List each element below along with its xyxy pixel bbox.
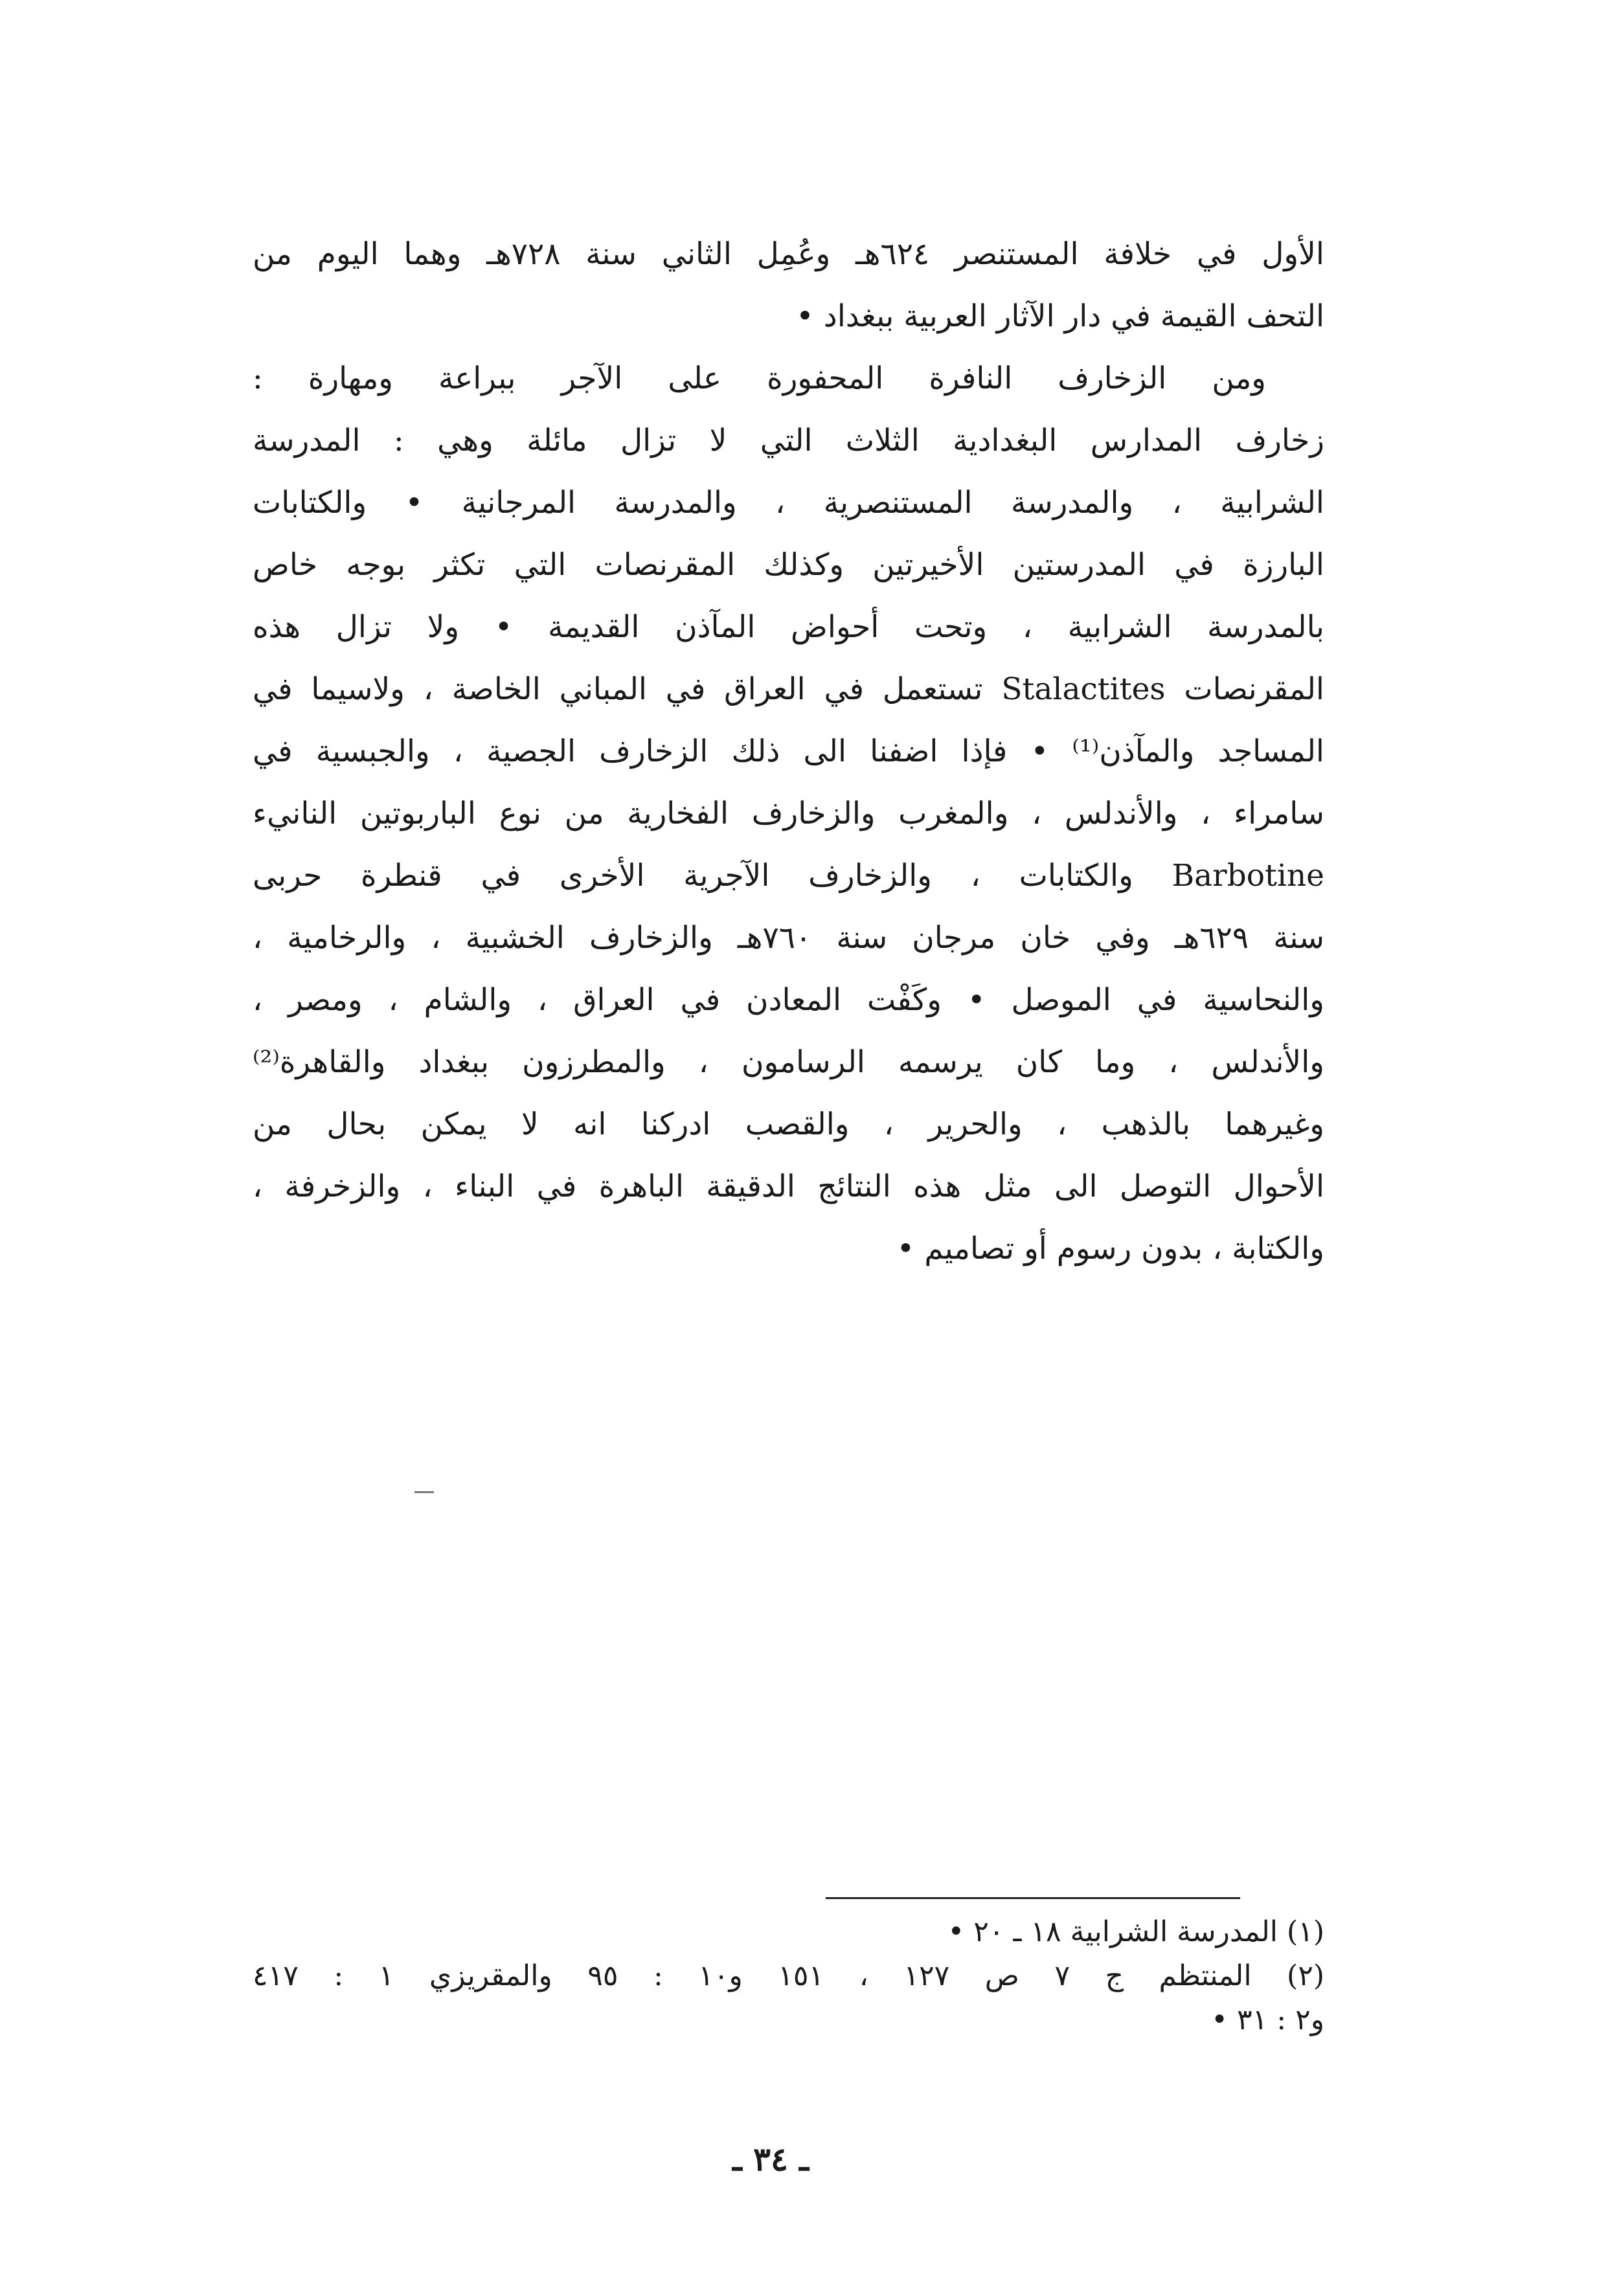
footnote-line: و٢ : ٣١ • xyxy=(1211,2003,1324,2036)
body-line: المقرنصات Stalactites تستعمل في العراق في المباني الخاصة ، ولاسيما في xyxy=(253,671,1324,707)
body-line: الشرابية ، والمدرسة المستنصرية ، والمدرسة المرجانية • والكتابات xyxy=(253,485,1324,521)
body-line: المساجد والمآذن⁽¹⁾ • فإذا اضفنا الى ذلك الزخارف الجصية ، والجبسية في xyxy=(253,734,1324,769)
body-line: زخارف المدارس البغدادية الثلاث التي لا تزال مائلة وهي : المدرسة xyxy=(253,423,1324,458)
body-line: سنة ٦٢٩هـ وفي خان مرجان سنة ٧٦٠هـ والزخارف الخشبية ، والرخامية ، xyxy=(253,920,1324,956)
body-line: والنحاسية في الموصل • وكَفْت المعادن في العراق ، والشام ، ومصر ، xyxy=(253,982,1324,1018)
body-line: الأحوال التوصل الى مثل هذه النتائج الدقيقة الباهرة في البناء ، والزخرفة ، xyxy=(253,1169,1324,1204)
body-line: والأندلس ، وما كان يرسمه الرسامون ، والمطرزون ببغداد والقاهرة⁽²⁾ xyxy=(253,1044,1324,1080)
body-line: البارزة في المدرستين الأخيرتين وكذلك المقرنصات التي تكثر بوجه خاص xyxy=(253,547,1324,583)
body-line: الأول في خلافة المستنصر ٦٢٤هـ وعُمِل الثاني سنة ٧٢٨هـ وهما اليوم من xyxy=(253,236,1324,272)
footnote-line: (١) المدرسة الشرابية ١٨ ـ ٢٠ • xyxy=(947,1915,1324,1948)
body-line: وغيرهما بالذهب ، والحرير ، والقصب ادركنا انه لا يمكن بحال من xyxy=(253,1107,1324,1142)
footnote-divider xyxy=(826,1897,1240,1899)
body-line: التحف القيمة في دار الآثار العربية ببغداد • xyxy=(796,298,1324,334)
footnotes xyxy=(253,1910,1324,2042)
footnote-line: (٢) المنتظم ج ٧ ص ١٢٧ ، ١٥١ و١٠ : ٩٥ والمقريزي ١ : ٤١٧ xyxy=(253,1959,1325,1992)
page-number: ـ ٣٤ ـ xyxy=(732,2140,809,2178)
body-line: بالمدرسة الشرابية ، وتحت أحواض المآذن القديمة • ولا تزال هذه xyxy=(253,609,1324,645)
body-text xyxy=(253,223,1324,1280)
body-line: والكتابة ، بدون رسوم أو تصاميم • xyxy=(896,1231,1324,1266)
body-line: سامراء ، والأندلس ، والمغرب والزخارف الفخارية من نوع الباربوتين النانيء xyxy=(253,796,1324,831)
body-line: Barbotine والكتابات ، والزخارف الآجرية الأخرى في قنطرة حربى xyxy=(253,858,1324,894)
scan-speck xyxy=(414,1491,434,1493)
body-line: ومن الزخارف النافرة المحفورة على الآجر ببراعة ومهارة : xyxy=(253,361,1266,396)
